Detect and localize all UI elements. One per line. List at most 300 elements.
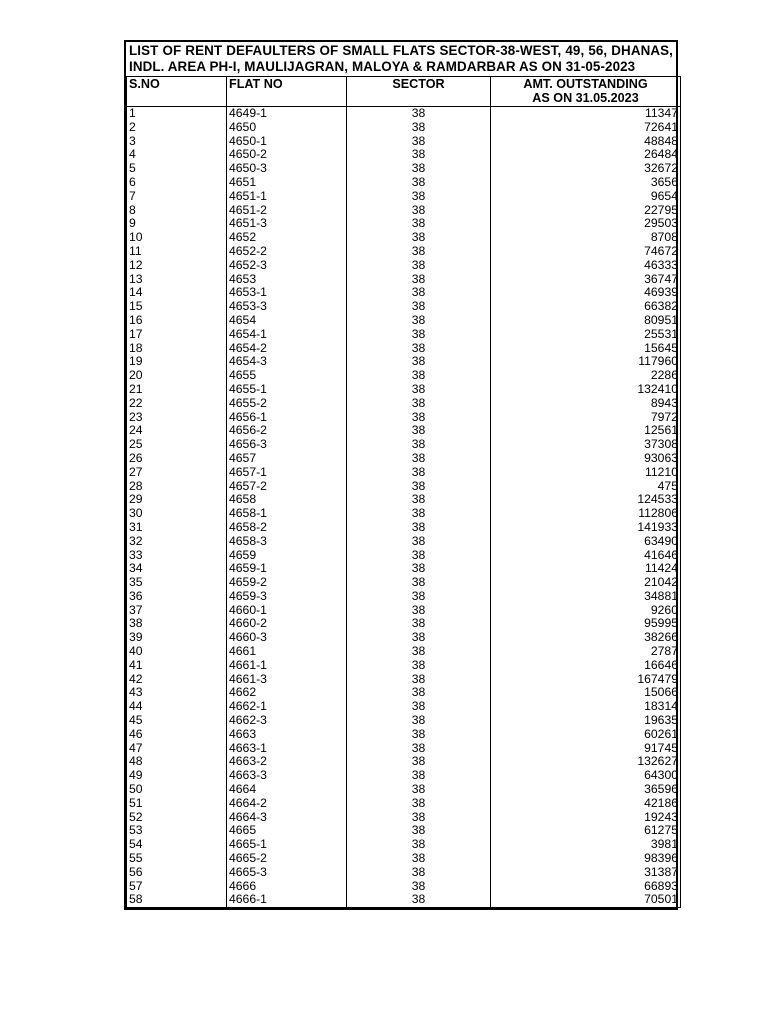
table-row <box>127 135 681 149</box>
cell-sector: 38 <box>347 190 491 204</box>
cell-amount: 46333 <box>491 259 681 273</box>
cell-amount: 112806 <box>491 507 681 521</box>
cell-sector: 38 <box>347 286 491 300</box>
cell-sno: 52 <box>127 811 227 825</box>
cell-sector: 38 <box>347 549 491 563</box>
cell-sector: 38 <box>347 852 491 866</box>
column-header-flat-no: FLAT NO <box>227 77 347 107</box>
cell-amount: 36747 <box>491 273 681 287</box>
cell-amount: 15066 <box>491 686 681 700</box>
cell-sno: 36 <box>127 590 227 604</box>
table-row <box>127 286 681 300</box>
table-row <box>127 273 681 287</box>
cell-sector: 38 <box>347 231 491 245</box>
cell-amount: 11347 <box>491 107 681 121</box>
cell-amount: 132410 <box>491 383 681 397</box>
cell-amount: 26484 <box>491 148 681 162</box>
cell-amount: 12561 <box>491 424 681 438</box>
cell-sector: 38 <box>347 217 491 231</box>
cell-amount: 15645 <box>491 342 681 356</box>
cell-sector: 38 <box>347 135 491 149</box>
cell-amount: 91745 <box>491 742 681 756</box>
cell-amount: 32672 <box>491 162 681 176</box>
cell-sno: 44 <box>127 700 227 714</box>
table-row <box>127 452 681 466</box>
cell-flat-no: 4652-2 <box>227 245 347 259</box>
cell-sno: 25 <box>127 438 227 452</box>
cell-flat-no: 4654-3 <box>227 355 347 369</box>
cell-sector: 38 <box>347 397 491 411</box>
table-row <box>127 383 681 397</box>
cell-sno: 29 <box>127 493 227 507</box>
cell-sector: 38 <box>347 204 491 218</box>
cell-sno: 4 <box>127 148 227 162</box>
cell-amount: 93063 <box>491 452 681 466</box>
cell-sector: 38 <box>347 673 491 687</box>
table-row <box>127 880 681 894</box>
cell-amount: 34881 <box>491 590 681 604</box>
cell-amount: 31387 <box>491 866 681 880</box>
cell-flat-no: 4662-3 <box>227 714 347 728</box>
table-row <box>127 673 681 687</box>
cell-amount: 80951 <box>491 314 681 328</box>
cell-sector: 38 <box>347 245 491 259</box>
cell-amount: 72641 <box>491 121 681 135</box>
cell-sector: 38 <box>347 300 491 314</box>
cell-flat-no: 4651-2 <box>227 204 347 218</box>
cell-sno: 51 <box>127 797 227 811</box>
cell-sno: 13 <box>127 273 227 287</box>
cell-sector: 38 <box>347 107 491 121</box>
table-row <box>127 217 681 231</box>
cell-sno: 9 <box>127 217 227 231</box>
cell-flat-no: 4653 <box>227 273 347 287</box>
cell-flat-no: 4658-2 <box>227 521 347 535</box>
table-row <box>127 107 681 121</box>
cell-flat-no: 4659 <box>227 549 347 563</box>
cell-amount: 475 <box>491 480 681 494</box>
cell-sno: 42 <box>127 673 227 687</box>
table-row <box>127 824 681 838</box>
cell-sector: 38 <box>347 700 491 714</box>
table-row <box>127 617 681 631</box>
cell-flat-no: 4665-3 <box>227 866 347 880</box>
cell-flat-no: 4656-3 <box>227 438 347 452</box>
cell-amount: 2286 <box>491 369 681 383</box>
table-row <box>127 604 681 618</box>
cell-sno: 10 <box>127 231 227 245</box>
cell-sno: 16 <box>127 314 227 328</box>
cell-sno: 2 <box>127 121 227 135</box>
cell-sno: 33 <box>127 549 227 563</box>
cell-amount: 66893 <box>491 880 681 894</box>
table-row <box>127 742 681 756</box>
cell-amount: 64300 <box>491 769 681 783</box>
cell-flat-no: 4661-3 <box>227 673 347 687</box>
cell-flat-no: 4651-1 <box>227 190 347 204</box>
cell-flat-no: 4654-2 <box>227 342 347 356</box>
cell-flat-no: 4657 <box>227 452 347 466</box>
cell-amount: 18314 <box>491 700 681 714</box>
cell-sector: 38 <box>347 314 491 328</box>
table-row <box>127 300 681 314</box>
cell-sector: 38 <box>347 880 491 894</box>
cell-sector: 38 <box>347 659 491 673</box>
cell-flat-no: 4655 <box>227 369 347 383</box>
cell-flat-no: 4666-1 <box>227 893 347 907</box>
cell-sector: 38 <box>347 838 491 852</box>
cell-amount: 7972 <box>491 411 681 425</box>
cell-sno: 19 <box>127 355 227 369</box>
table-row <box>127 783 681 797</box>
cell-flat-no: 4652-3 <box>227 259 347 273</box>
defaulters-table <box>126 76 681 908</box>
cell-amount: 16646 <box>491 659 681 673</box>
cell-sector: 38 <box>347 686 491 700</box>
cell-amount: 74672 <box>491 245 681 259</box>
cell-flat-no: 4663-2 <box>227 755 347 769</box>
cell-flat-no: 4650-3 <box>227 162 347 176</box>
table-row <box>127 369 681 383</box>
table-row <box>127 438 681 452</box>
defaulters-sheet <box>124 40 678 910</box>
cell-amount: 46939 <box>491 286 681 300</box>
table-row <box>127 466 681 480</box>
cell-flat-no: 4660-2 <box>227 617 347 631</box>
cell-sno: 17 <box>127 328 227 342</box>
cell-amount: 11210 <box>491 466 681 480</box>
cell-sector: 38 <box>347 383 491 397</box>
column-header-sector: SECTOR <box>347 77 491 107</box>
table-row <box>127 852 681 866</box>
cell-sector: 38 <box>347 259 491 273</box>
cell-flat-no: 4653-1 <box>227 286 347 300</box>
cell-flat-no: 4650-1 <box>227 135 347 149</box>
cell-flat-no: 4663 <box>227 728 347 742</box>
cell-flat-no: 4651 <box>227 176 347 190</box>
table-row <box>127 811 681 825</box>
cell-amount: 60261 <box>491 728 681 742</box>
cell-sector: 38 <box>347 562 491 576</box>
table-header <box>127 77 681 107</box>
cell-sector: 38 <box>347 148 491 162</box>
cell-sector: 38 <box>347 438 491 452</box>
cell-sector: 38 <box>347 411 491 425</box>
table-row <box>127 176 681 190</box>
cell-sector: 38 <box>347 535 491 549</box>
cell-flat-no: 4662-1 <box>227 700 347 714</box>
table-row <box>127 259 681 273</box>
cell-flat-no: 4663-3 <box>227 769 347 783</box>
table-row <box>127 562 681 576</box>
table-row <box>127 190 681 204</box>
cell-sno: 27 <box>127 466 227 480</box>
cell-sno: 35 <box>127 576 227 590</box>
cell-amount: 8708 <box>491 231 681 245</box>
cell-amount: 19243 <box>491 811 681 825</box>
cell-sno: 39 <box>127 631 227 645</box>
cell-sno: 49 <box>127 769 227 783</box>
cell-flat-no: 4658-1 <box>227 507 347 521</box>
cell-flat-no: 4661 <box>227 645 347 659</box>
cell-flat-no: 4662 <box>227 686 347 700</box>
cell-sno: 30 <box>127 507 227 521</box>
cell-sno: 45 <box>127 714 227 728</box>
cell-amount: 66382 <box>491 300 681 314</box>
cell-amount: 29503 <box>491 217 681 231</box>
cell-flat-no: 4664 <box>227 783 347 797</box>
cell-amount: 42186 <box>491 797 681 811</box>
cell-sno: 8 <box>127 204 227 218</box>
table-row <box>127 686 681 700</box>
cell-flat-no: 4653-3 <box>227 300 347 314</box>
cell-sno: 41 <box>127 659 227 673</box>
table-row <box>127 355 681 369</box>
column-header-sno: S.NO <box>127 77 227 107</box>
cell-sno: 32 <box>127 535 227 549</box>
cell-amount: 124533 <box>491 493 681 507</box>
cell-sector: 38 <box>347 424 491 438</box>
cell-amount: 70501 <box>491 893 681 907</box>
cell-sector: 38 <box>347 783 491 797</box>
header-row <box>127 77 681 107</box>
cell-sector: 38 <box>347 466 491 480</box>
cell-amount: 3656 <box>491 176 681 190</box>
table-row <box>127 700 681 714</box>
cell-flat-no: 4656-2 <box>227 424 347 438</box>
cell-amount: 38266 <box>491 631 681 645</box>
cell-sector: 38 <box>347 273 491 287</box>
cell-amount: 98396 <box>491 852 681 866</box>
cell-amount: 9260 <box>491 604 681 618</box>
table-row <box>127 231 681 245</box>
cell-flat-no: 4666 <box>227 880 347 894</box>
cell-sector: 38 <box>347 742 491 756</box>
table-row <box>127 755 681 769</box>
cell-amount: 21042 <box>491 576 681 590</box>
table-row <box>127 493 681 507</box>
cell-sector: 38 <box>347 631 491 645</box>
table-row <box>127 162 681 176</box>
cell-sector: 38 <box>347 714 491 728</box>
cell-sector: 38 <box>347 576 491 590</box>
table-row <box>127 204 681 218</box>
cell-sno: 57 <box>127 880 227 894</box>
cell-amount: 63490 <box>491 535 681 549</box>
column-header-amount <box>491 77 681 107</box>
cell-sno: 50 <box>127 783 227 797</box>
cell-flat-no: 4650 <box>227 121 347 135</box>
cell-amount: 117960 <box>491 355 681 369</box>
cell-sno: 18 <box>127 342 227 356</box>
cell-amount: 95995 <box>491 617 681 631</box>
table-row <box>127 507 681 521</box>
cell-flat-no: 4655-1 <box>227 383 347 397</box>
table-row <box>127 314 681 328</box>
cell-sno: 56 <box>127 866 227 880</box>
cell-flat-no: 4658-3 <box>227 535 347 549</box>
cell-sno: 55 <box>127 852 227 866</box>
cell-flat-no: 4665 <box>227 824 347 838</box>
cell-flat-no: 4655-2 <box>227 397 347 411</box>
cell-sector: 38 <box>347 755 491 769</box>
cell-sno: 34 <box>127 562 227 576</box>
cell-sno: 28 <box>127 480 227 494</box>
table-row <box>127 714 681 728</box>
cell-flat-no: 4665-2 <box>227 852 347 866</box>
table-row <box>127 769 681 783</box>
cell-sno: 15 <box>127 300 227 314</box>
amount-header-line2: AS ON 31.05.2023 <box>532 91 639 105</box>
cell-flat-no: 4659-2 <box>227 576 347 590</box>
cell-sno: 43 <box>127 686 227 700</box>
cell-amount: 2787 <box>491 645 681 659</box>
table-row <box>127 480 681 494</box>
cell-sector: 38 <box>347 797 491 811</box>
cell-sno: 48 <box>127 755 227 769</box>
table-body <box>127 107 681 908</box>
cell-sno: 24 <box>127 424 227 438</box>
table-row <box>127 411 681 425</box>
table-row <box>127 590 681 604</box>
cell-amount: 41646 <box>491 549 681 563</box>
table-row <box>127 576 681 590</box>
table-row <box>127 397 681 411</box>
table-row <box>127 893 681 907</box>
cell-sector: 38 <box>347 452 491 466</box>
cell-flat-no: 4663-1 <box>227 742 347 756</box>
cell-sno: 26 <box>127 452 227 466</box>
cell-amount: 25531 <box>491 328 681 342</box>
table-row <box>127 424 681 438</box>
cell-sno: 11 <box>127 245 227 259</box>
cell-amount: 11424 <box>491 562 681 576</box>
cell-sector: 38 <box>347 893 491 907</box>
table-row <box>127 659 681 673</box>
table-row <box>127 148 681 162</box>
cell-sno: 23 <box>127 411 227 425</box>
cell-flat-no: 4652 <box>227 231 347 245</box>
cell-sno: 6 <box>127 176 227 190</box>
cell-sno: 46 <box>127 728 227 742</box>
table-row <box>127 121 681 135</box>
table-row <box>127 549 681 563</box>
cell-amount: 61275 <box>491 824 681 838</box>
table-row <box>127 797 681 811</box>
cell-sector: 38 <box>347 617 491 631</box>
cell-sector: 38 <box>347 162 491 176</box>
cell-sector: 38 <box>347 493 491 507</box>
cell-flat-no: 4659-3 <box>227 590 347 604</box>
table-row <box>127 521 681 535</box>
cell-amount: 9654 <box>491 190 681 204</box>
cell-sno: 12 <box>127 259 227 273</box>
cell-sector: 38 <box>347 480 491 494</box>
table-row <box>127 328 681 342</box>
cell-sector: 38 <box>347 811 491 825</box>
cell-amount: 36596 <box>491 783 681 797</box>
cell-flat-no: 4654 <box>227 314 347 328</box>
cell-sno: 22 <box>127 397 227 411</box>
cell-sno: 47 <box>127 742 227 756</box>
cell-flat-no: 4664-3 <box>227 811 347 825</box>
cell-sno: 54 <box>127 838 227 852</box>
cell-sector: 38 <box>347 824 491 838</box>
table-row <box>127 728 681 742</box>
cell-flat-no: 4657-1 <box>227 466 347 480</box>
cell-amount: 141933 <box>491 521 681 535</box>
cell-sno: 14 <box>127 286 227 300</box>
table-row <box>127 535 681 549</box>
cell-sector: 38 <box>347 176 491 190</box>
cell-sno: 53 <box>127 824 227 838</box>
cell-flat-no: 4649-1 <box>227 107 347 121</box>
cell-amount: 3981 <box>491 838 681 852</box>
cell-sno: 38 <box>127 617 227 631</box>
cell-sector: 38 <box>347 590 491 604</box>
table-row <box>127 342 681 356</box>
cell-sno: 7 <box>127 190 227 204</box>
cell-amount: 132627 <box>491 755 681 769</box>
cell-sno: 58 <box>127 893 227 907</box>
cell-sno: 3 <box>127 135 227 149</box>
table-frame <box>124 76 678 910</box>
cell-flat-no: 4657-2 <box>227 480 347 494</box>
cell-amount: 19635 <box>491 714 681 728</box>
cell-sno: 21 <box>127 383 227 397</box>
cell-sno: 37 <box>127 604 227 618</box>
cell-sno: 1 <box>127 107 227 121</box>
cell-flat-no: 4664-2 <box>227 797 347 811</box>
cell-flat-no: 4656-1 <box>227 411 347 425</box>
cell-sector: 38 <box>347 604 491 618</box>
cell-sector: 38 <box>347 728 491 742</box>
cell-flat-no: 4658 <box>227 493 347 507</box>
cell-amount: 48848 <box>491 135 681 149</box>
cell-sector: 38 <box>347 355 491 369</box>
cell-amount: 22795 <box>491 204 681 218</box>
document-title: LIST OF RENT DEFAULTERS OF SMALL FLATS SECTOR-38-WEST, 49, 56, DHANAS, INDL. AREA PH-I, MAULIJAGRAN, MALOYA & RAMDARBAR AS ON 31-05-2023 <box>124 40 678 76</box>
table-row <box>127 866 681 880</box>
cell-sector: 38 <box>347 369 491 383</box>
cell-sector: 38 <box>347 521 491 535</box>
table-row <box>127 838 681 852</box>
cell-sector: 38 <box>347 769 491 783</box>
cell-flat-no: 4654-1 <box>227 328 347 342</box>
cell-amount: 8943 <box>491 397 681 411</box>
cell-sno: 20 <box>127 369 227 383</box>
cell-flat-no: 4659-1 <box>227 562 347 576</box>
cell-flat-no: 4650-2 <box>227 148 347 162</box>
cell-sector: 38 <box>347 507 491 521</box>
cell-sno: 5 <box>127 162 227 176</box>
cell-sno: 40 <box>127 645 227 659</box>
cell-amount: 37308 <box>491 438 681 452</box>
table-row <box>127 631 681 645</box>
cell-flat-no: 4661-1 <box>227 659 347 673</box>
cell-sector: 38 <box>347 866 491 880</box>
cell-flat-no: 4660-1 <box>227 604 347 618</box>
table-row <box>127 645 681 659</box>
cell-sector: 38 <box>347 342 491 356</box>
cell-flat-no: 4651-3 <box>227 217 347 231</box>
cell-sector: 38 <box>347 645 491 659</box>
cell-flat-no: 4660-3 <box>227 631 347 645</box>
cell-sector: 38 <box>347 328 491 342</box>
table-row <box>127 245 681 259</box>
cell-sno: 31 <box>127 521 227 535</box>
cell-sector: 38 <box>347 121 491 135</box>
